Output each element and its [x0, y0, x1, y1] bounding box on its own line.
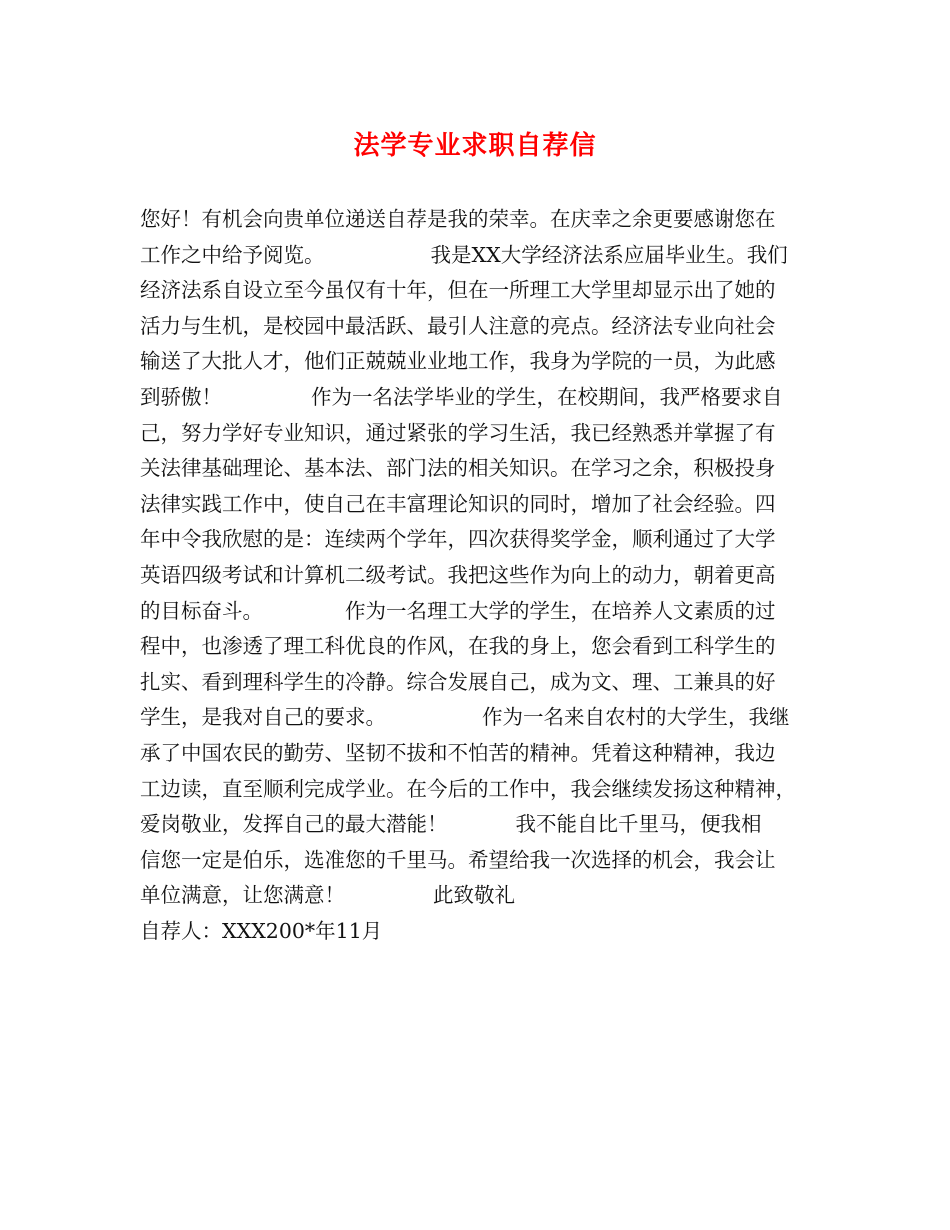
text-segment: 信您一定是伯乐，选准您的千里马。希望给我一次选择的机会，我会让	[140, 847, 776, 872]
body-line	[140, 451, 820, 487]
body-line	[140, 665, 820, 701]
text-segment: 作为一名来自农村的大学生，我继	[482, 705, 790, 730]
text-segment: 关法律基础理论、基本法、部门法的相关知识。在学习之余，积极投身	[140, 456, 776, 481]
body-line	[140, 416, 820, 452]
body-line	[140, 487, 820, 523]
body-line	[140, 202, 820, 238]
text-segment: 工边读，直至顺利完成学业。在今后的工作中，我会继续发扬这种精神，	[140, 776, 796, 801]
body-line	[140, 736, 820, 772]
text-segment: 的目标奋斗。	[140, 598, 263, 623]
body-line	[140, 344, 820, 380]
text-segment: 己，努力学好专业知识，通过紧张的学习生活，我已经熟悉并掌握了有	[140, 420, 776, 445]
text-segment: 英语四级考试和计算机二级考试。我把这些作为向上的动力，朝着更高	[140, 562, 776, 587]
text-segment: 作为一名法学毕业的学生，在校期间，我严格要求自	[311, 384, 783, 409]
letter-body	[140, 202, 820, 949]
text-segment: 我不能自比千里马，便我相	[515, 812, 762, 837]
body-line	[140, 380, 820, 416]
document-title: 法学专业求职自荐信	[353, 131, 597, 161]
body-line	[140, 807, 820, 843]
body-line	[140, 522, 820, 558]
text-segment: 作为一名理工大学的学生，在培养人文素质的过	[345, 598, 776, 623]
text-segment: 爱岗敬业，发挥自己的最大潜能！	[140, 812, 448, 837]
body-line	[140, 273, 820, 309]
text-segment: 我是XX大学经济法系应届毕业生。我们	[430, 242, 788, 267]
body-line	[140, 594, 820, 630]
closing-salutation: 此致敬礼	[433, 883, 515, 908]
text-segment: 扎实、看到理科学生的冷静。综合发展自己，成为文、理、工兼具的好	[140, 669, 776, 694]
text-segment: 输送了大批人才，他们正兢兢业业地工作，我身为学院的一员，为此感	[140, 349, 776, 374]
text-segment: 活力与生机，是校园中最活跃、最引人注意的亮点。经济法专业向社会	[140, 313, 776, 338]
text-segment: 学生，是我对自己的要求。	[140, 705, 386, 730]
body-line	[140, 558, 820, 594]
body-line	[140, 238, 820, 274]
text-segment: 年中令我欣慰的是：连续两个学年，四次获得奖学金，顺利通过了大学	[140, 527, 776, 552]
text-segment: 法律实践工作中，使自己在丰富理论知识的同时，增加了社会经验。四	[140, 491, 776, 516]
body-line	[140, 772, 820, 808]
text-segment: 您好！有机会向贵单位递送自荐是我的荣幸。在庆幸之余更要感谢您在	[140, 207, 776, 231]
text-segment: 程中，也渗透了理工科优良的作风，在我的身上，您会看到工科学生的	[140, 634, 776, 659]
body-line	[140, 309, 820, 345]
body-line	[140, 843, 820, 879]
signature-line	[140, 914, 820, 950]
text-segment: 承了中国农民的勤劳、坚韧不拔和不怕苦的精神。凭着这种精神，我边	[140, 740, 776, 765]
body-line	[140, 878, 820, 914]
body-line	[140, 700, 820, 736]
signature-text: 自荐人：XXX200*年11月	[140, 918, 383, 943]
text-segment: 经济法系自设立至今虽仅有十年，但在一所理工大学里却显示出了她的	[140, 278, 776, 303]
text-segment: 到骄傲！	[140, 384, 222, 409]
body-line	[140, 629, 820, 665]
text-segment: 工作之中给予阅览。	[140, 242, 325, 267]
text-segment: 单位满意，让您满意！	[140, 883, 345, 908]
